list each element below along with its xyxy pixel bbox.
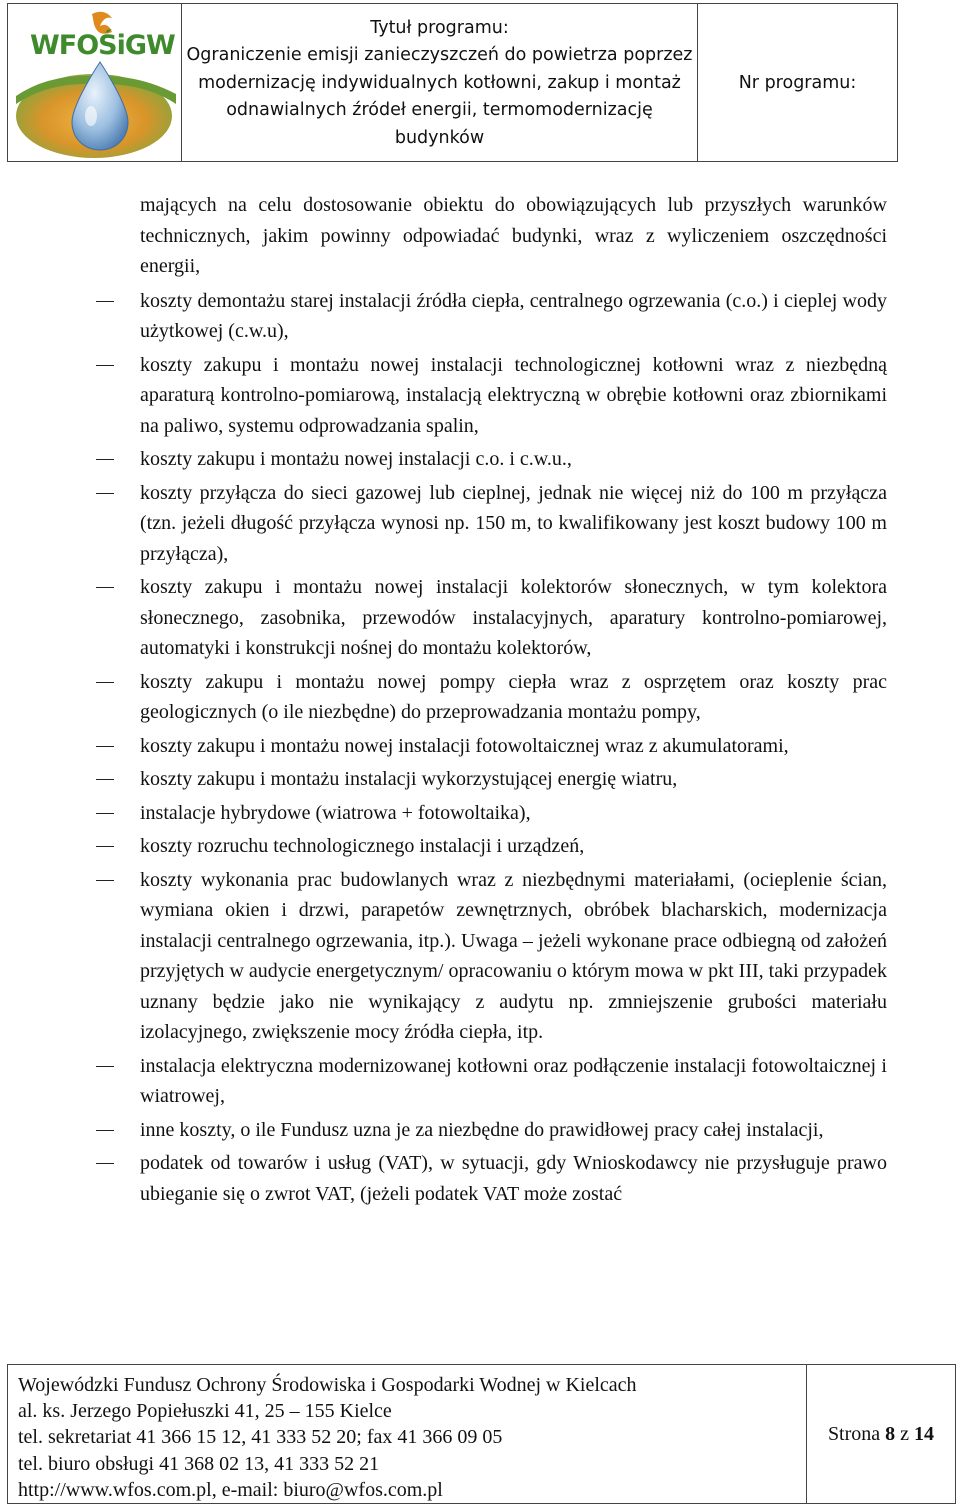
page-header	[7, 3, 898, 162]
list-item: instalacje hybrydowe (wiatrowa + fotowoltaika),	[140, 798, 887, 829]
page-footer	[7, 1364, 956, 1504]
program-title-line: odnawialnych źródeł energii, termomodernizację	[226, 100, 653, 121]
wfosigw-logo	[8, 4, 180, 161]
dash-bullet	[96, 1163, 114, 1164]
list-item: instalacja elektryczna modernizowanej kotłowni oraz podłączenie instalacji fotowoltaicznej i wiatrowej,	[140, 1051, 887, 1112]
program-title-line: modernizację indywidualnych kotłowni, zakup i montaż	[198, 72, 681, 93]
institution-name: Wojewódzki Fundusz Ochrony Środowiska i Gospodarki Wodnej w Kielcach	[18, 1374, 637, 1396]
program-number-cell	[698, 4, 897, 161]
list-item: koszty zakupu i montażu nowej pompy ciepła wraz z osprzętem oraz koszty prac geologicznych (o ile niezbędne) do przeprowadzania montażu pompy,	[140, 667, 887, 728]
list-item: inne koszty, o ile Fundusz uzna je za niezbędne do prawidłowej pracy całej instalacji,	[140, 1115, 887, 1146]
program-title-line: budynków	[394, 127, 485, 148]
list-item: koszty zakupu i montażu nowej instalacji c.o. i c.w.u.,	[140, 444, 887, 475]
logo-cell	[8, 4, 182, 161]
page-sep: z	[900, 1422, 910, 1445]
dash-bullet	[96, 365, 114, 366]
intro-paragraph: mających na celu dostosowanie obiektu do obowiązujących lub przyszłych warunków technicznych, jakim powinny odpowiadać budynki, wraz z wyliczeniem oszczędności energii,	[140, 194, 887, 277]
logo-text: WFOŚiGW	[30, 30, 175, 61]
page-label: Strona	[827, 1422, 881, 1445]
list-item: koszty wykonania prac budowlanych wraz z niezbędnymi materiałami, (ocieplenie ścian, wymiana okien i drzwi, parapetów zewnętrznych, obróbek blacharskich, modernizacja instalacji centralnego ogrzewania, itp.). Uwaga – jeżeli wykonane prace odbiegną od założeń przyjętych w audycie energetycznym/ opracowaniu o którym mowa w pkt III, taki przypadek uznany będzie jako nie wynikający z audytu np. zmniejszenie grubości materiału izolacyjnego, zwiększenie mocy źródła ciepła, itp.	[140, 865, 887, 1048]
page-number	[807, 1365, 955, 1503]
list-item: koszty zakupu i montażu nowej instalacji technologicznej kotłowni wraz z niezbędną aparaturą kontrolno-pomiarową, instalacją elektryczną w obrębie kotłowni oraz zbiornikami na paliwo, systemu odprowadzania spalin,	[140, 350, 887, 442]
list-item: koszty demontażu starej instalacji źródła ciepła, centralnego ogrzewania (c.o.) i cieplej wody użytkowej (c.w.u),	[140, 286, 887, 347]
list-item: podatek od towarów i usług (VAT), w sytuacji, gdy Wnioskodawcy nie przysługuje prawo ubieganie się o zwrot VAT, (jeżeli podatek VAT może zostać	[140, 1148, 887, 1209]
dash-bullet	[96, 1066, 114, 1067]
program-number-label: Nr programu:	[738, 72, 857, 93]
document-body	[140, 190, 887, 1212]
phone-customer-service: tel. biuro obsługi 41 368 02 13, 41 333 52 21	[18, 1452, 380, 1475]
address: al. ks. Jerzego Popiełuszki 41, 25 – 155 Kielce	[18, 1400, 392, 1423]
contact-info	[8, 1365, 807, 1503]
program-title-label: Tytuł programu:	[370, 17, 509, 38]
page-total: 14	[914, 1422, 935, 1445]
list-item: koszty zakupu i montażu nowej instalacji fotowoltaicznej wraz z akumulatorami,	[140, 731, 887, 762]
list-item: koszty zakupu i montażu nowej instalacji kolektorów słonecznych, w tym kolektora słonecznego, zasobnika, przewodów instalacyjnych, aparatury kontrolno-pomiarowej, automatyki i konstrukcji nośnej do montażu kolektorów,	[140, 572, 887, 664]
dash-bullet	[96, 587, 114, 588]
dash-bullet	[96, 1130, 114, 1131]
dash-bullet	[96, 459, 114, 460]
dash-bullet	[96, 682, 114, 683]
dash-bullet	[96, 301, 114, 302]
program-title-line: Ograniczenie emisji zanieczyszczeń do powietrza poprzez	[186, 45, 693, 66]
dash-bullet	[96, 746, 114, 747]
dash-bullet	[96, 846, 114, 847]
phone-secretariat: tel. sekretariat 41 366 15 12, 41 333 52 20; fax 41 366 09 05	[18, 1426, 503, 1449]
dash-bullet	[96, 493, 114, 494]
dash-bullet	[96, 779, 114, 780]
list-item: koszty przyłącza do sieci gazowej lub cieplnej, jednak nie więcej niż do 100 m przyłącza (tzn. jeżeli długość przyłącza wynosi np. 150 m, to kwalifikowany jest koszt budowy 100 m przyłącza),	[140, 478, 887, 570]
list-item: koszty rozruchu technologicznego instalacji i urządzeń,	[140, 831, 887, 862]
page-current: 8	[885, 1422, 896, 1445]
web-email: http://www.wfos.com.pl, e-mail: biuro@wfos.com.pl	[18, 1478, 443, 1501]
dash-bullet	[96, 813, 114, 814]
program-title-cell	[182, 4, 698, 161]
dash-bullet	[96, 880, 114, 881]
list-item: koszty zakupu i montażu instalacji wykorzystującej energię wiatru,	[140, 764, 887, 795]
